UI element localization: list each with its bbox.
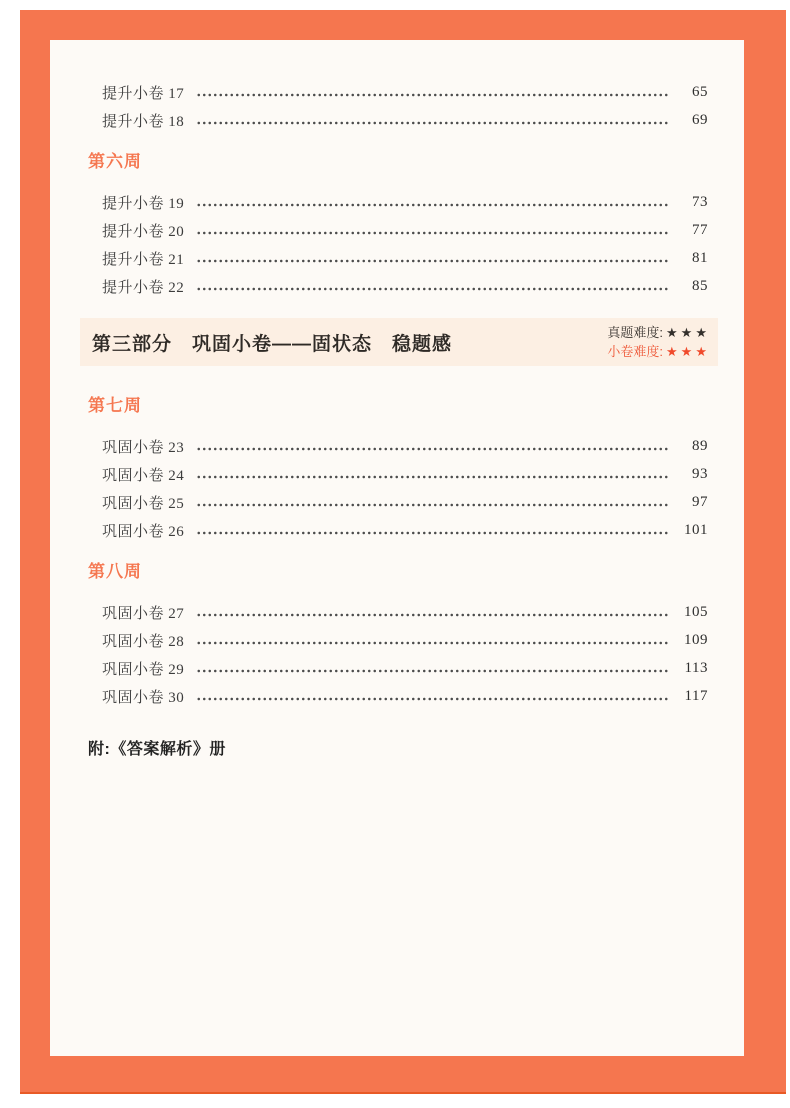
toc-entry-label: 巩固小卷 29 <box>102 661 185 678</box>
toc-entry-page-number: 73 <box>692 193 708 210</box>
section3-difficulty <box>607 323 710 361</box>
toc-entry-label: 巩固小卷 28 <box>102 633 185 650</box>
toc-entry <box>102 682 708 710</box>
star-rating-icon: ★★★ <box>666 344 710 359</box>
toc-entry <box>102 626 708 654</box>
toc-entry-label: 提升小卷 22 <box>102 279 185 296</box>
dot-leader <box>196 695 670 703</box>
section3-title: 第三部分 巩固小卷——固状态 稳题感 <box>92 333 453 355</box>
toc-entry-label: 提升小卷 19 <box>102 195 185 212</box>
dot-leader <box>196 529 670 537</box>
difficulty-line-quiz <box>607 344 710 359</box>
toc-page <box>50 40 744 1056</box>
dot-leader <box>196 501 670 509</box>
toc-entry-label: 巩固小卷 23 <box>102 439 185 456</box>
dot-leader <box>196 91 670 99</box>
dot-leader <box>196 201 670 209</box>
toc-entry-label: 提升小卷 20 <box>102 223 185 240</box>
toc-entry <box>102 598 708 626</box>
toc-entry <box>102 432 708 460</box>
dot-leader <box>196 445 670 453</box>
toc-entry-page-number: 81 <box>692 249 708 266</box>
toc-entry <box>102 106 708 134</box>
toc-entry-label: 提升小卷 18 <box>102 113 185 130</box>
difficulty-label: 小卷难度: <box>607 344 664 359</box>
toc-entry <box>102 244 708 272</box>
appendix-note: 附:《答案解析》册 <box>88 741 226 758</box>
toc-entry-page-number: 93 <box>692 465 708 482</box>
difficulty-label: 真题难度: <box>607 325 664 340</box>
toc-entry-page-number: 69 <box>692 111 708 128</box>
dot-leader <box>196 257 670 265</box>
toc-entry-page-number: 89 <box>692 437 708 454</box>
toc-entry <box>102 516 708 544</box>
toc-entry <box>102 272 708 300</box>
toc-entry-page-number: 85 <box>692 277 708 294</box>
dot-leader <box>196 473 670 481</box>
week-heading-week8: 第八周 <box>88 562 142 581</box>
toc-entry <box>102 78 708 106</box>
section3-header-band <box>80 318 718 366</box>
toc-entry-label: 提升小卷 17 <box>102 85 185 102</box>
toc-entry <box>102 460 708 488</box>
dot-leader <box>196 639 670 647</box>
dot-leader <box>196 119 670 127</box>
dot-leader <box>196 229 670 237</box>
toc-entry-label: 提升小卷 21 <box>102 251 185 268</box>
orange-page-frame <box>20 10 786 1094</box>
week-heading-week6: 第六周 <box>88 152 142 171</box>
week-heading-week7: 第七周 <box>88 396 142 415</box>
difficulty-line-real-exam <box>607 325 710 340</box>
toc-entry <box>102 216 708 244</box>
toc-entry-label: 巩固小卷 27 <box>102 605 185 622</box>
toc-entry-page-number: 105 <box>684 603 708 620</box>
toc-entry-page-number: 109 <box>684 631 708 648</box>
toc-entry-label: 巩固小卷 24 <box>102 467 185 484</box>
toc-entry <box>102 488 708 516</box>
toc-entry-page-number: 77 <box>692 221 708 238</box>
toc-entry-page-number: 97 <box>692 493 708 510</box>
toc-entry-page-number: 101 <box>684 521 708 538</box>
toc-entry <box>102 654 708 682</box>
dot-leader <box>196 667 670 675</box>
toc-content <box>50 40 744 759</box>
toc-entry-label: 巩固小卷 30 <box>102 689 185 706</box>
toc-entry-page-number: 113 <box>684 659 708 676</box>
star-rating-icon: ★★★ <box>666 325 710 340</box>
toc-entry-label: 巩固小卷 26 <box>102 523 185 540</box>
toc-entry <box>102 188 708 216</box>
dot-leader <box>196 611 670 619</box>
toc-entry-page-number: 117 <box>684 687 708 704</box>
toc-entry-page-number: 65 <box>692 83 708 100</box>
toc-entry-label: 巩固小卷 25 <box>102 495 185 512</box>
dot-leader <box>196 285 670 293</box>
